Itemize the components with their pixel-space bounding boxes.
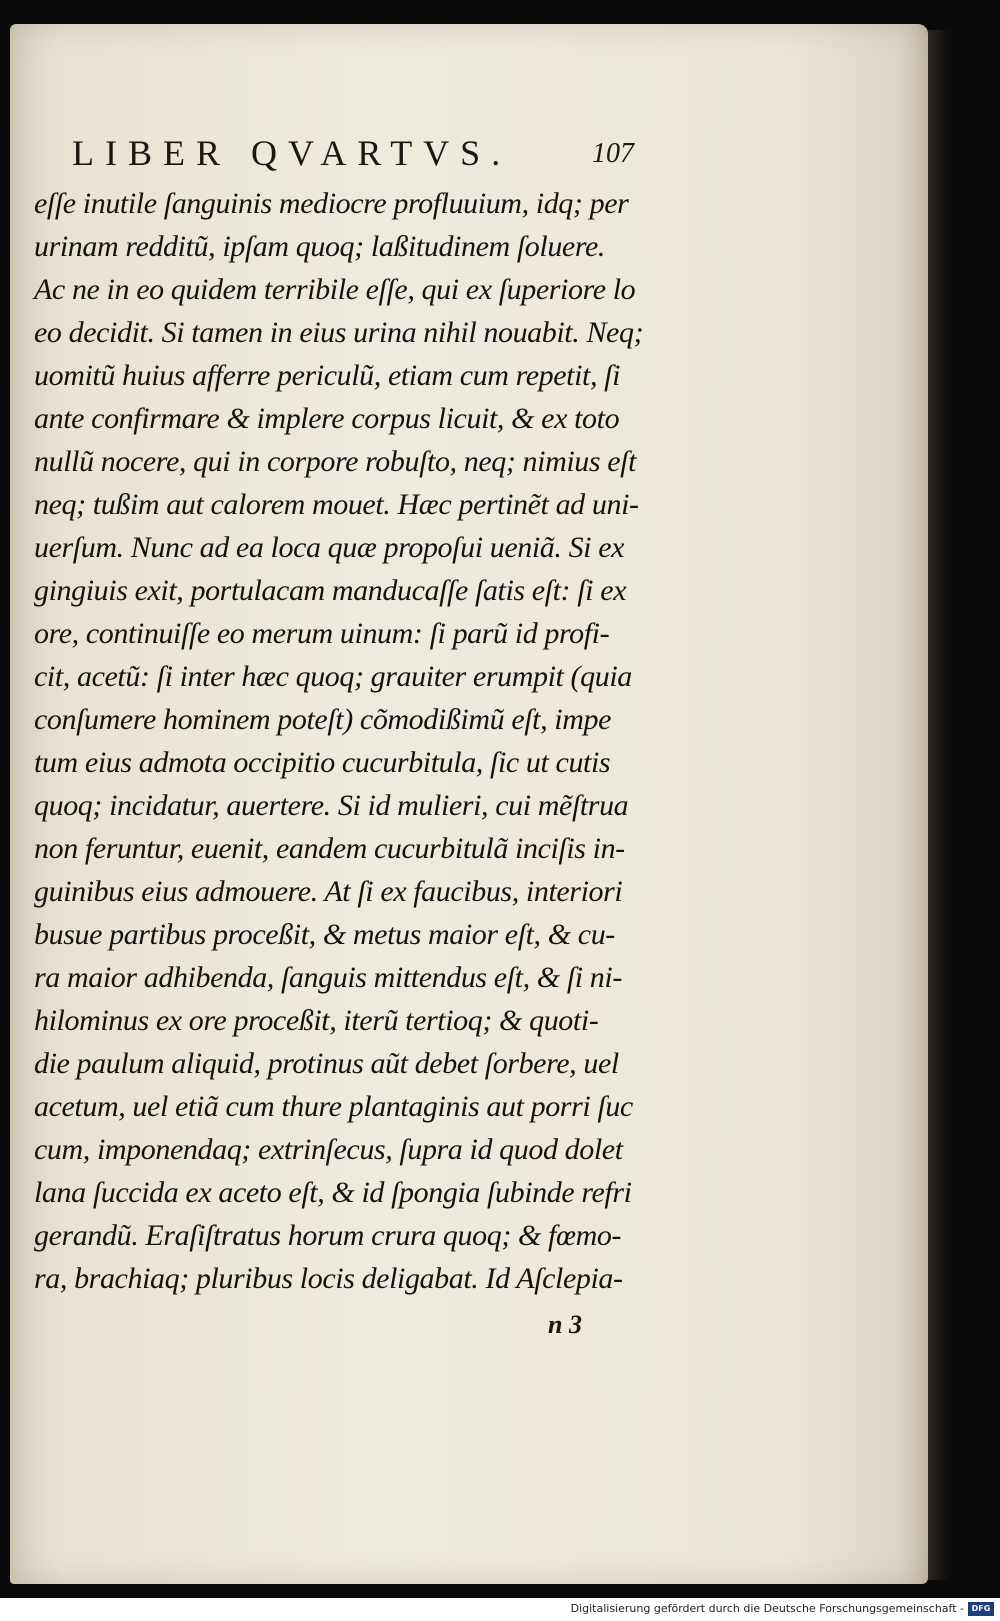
dfg-logo-icon: DFG [968,1602,994,1616]
text-line: non feruntur, euenit, eandem cucurbitulã inciſis in- [34,832,625,865]
body-text [34,182,694,1300]
text-line: ra, brachiaq; pluribus locis deligabat. Id Aſclepia- [34,1262,623,1295]
footer-credit: Digitalisierung gefördert durch die Deutsche Forschungsgemeinschaft - [570,1602,964,1615]
text-line: ante confirmare & implere corpus licuit, & ex toto [34,402,620,435]
text-line: ore, continuiſſe eo merum uinum: ſi parũ id profi- [34,617,610,650]
text-line: quoq; incidatur, auertere. Si id mulieri, cui mẽſtrua [34,789,629,822]
text-line: uerſum. Nunc ad ea loca quæ propoſui ueniã. Si ex [34,531,625,564]
text-line: hilominus ex ore proceßit, iterũ tertioq; & quoti- [34,1004,599,1037]
text-line: tum eius admota occipitio cucurbitula, ſic ut cutis [34,746,611,779]
text-line: eo decidit. Si tamen in eius urina nihil nouabit. Neq; [34,316,644,349]
running-title: LIBER QVARTVS. [72,133,512,173]
text-line: cum, imponendaq; extrinſecus, ſupra id quod dolet [34,1133,623,1166]
signature-mark: n 3 [548,1310,582,1339]
running-head [72,130,652,176]
book-edge [928,30,954,1580]
text-line: uomitũ huius afferre periculũ, etiam cum repetit, ſi [34,359,621,392]
text-line: urinam redditũ, ipſam quoq; laßitudinem ſoluere. [34,230,606,263]
text-line: ra maior adhibenda, ſanguis mittendus eſt, & ſi ni- [34,961,622,994]
text-line: cit, acetũ: ſi inter hæc quoq; grauiter erumpit (quia [34,660,632,693]
page-number: 107 [592,138,634,169]
text-line: nullũ nocere, qui in corpore robuſto, neq; nimius eſt [34,445,637,478]
text-line: die paulum aliquid, protinus aũt debet ſorbere, uel [34,1047,619,1080]
text-line: gerandũ. Eraſiſtratus horum crura quoq; & fœmo- [34,1219,622,1252]
digitization-footer [0,1598,1000,1621]
text-line: lana ſuccida ex aceto eſt, & id ſpongia ſubinde refri [34,1176,632,1209]
text-line: Ac ne in eo quidem terribile eſſe, qui ex ſuperiore lo [34,273,636,306]
book-page [10,24,928,1584]
text-line: eſſe inutile ſanguinis mediocre profluuium, idq; per [34,187,629,220]
text-line: conſumere hominem poteſt) cõmodißimũ eſt, impe [34,703,612,736]
text-line: acetum, uel etiã cum thure plantaginis aut porri ſuc [34,1090,633,1123]
text-line: gingiuis exit, portulacam manducaſſe ſatis eſt: ſi ex [34,574,627,607]
text-line: neq; tußim aut calorem mouet. Hæc pertinẽt ad uni- [34,488,639,521]
text-line: guinibus eius admouere. At ſi ex faucibus, interiori [34,875,623,908]
text-line: busue partibus proceßit, & metus maior eſt, & cu- [34,918,615,951]
